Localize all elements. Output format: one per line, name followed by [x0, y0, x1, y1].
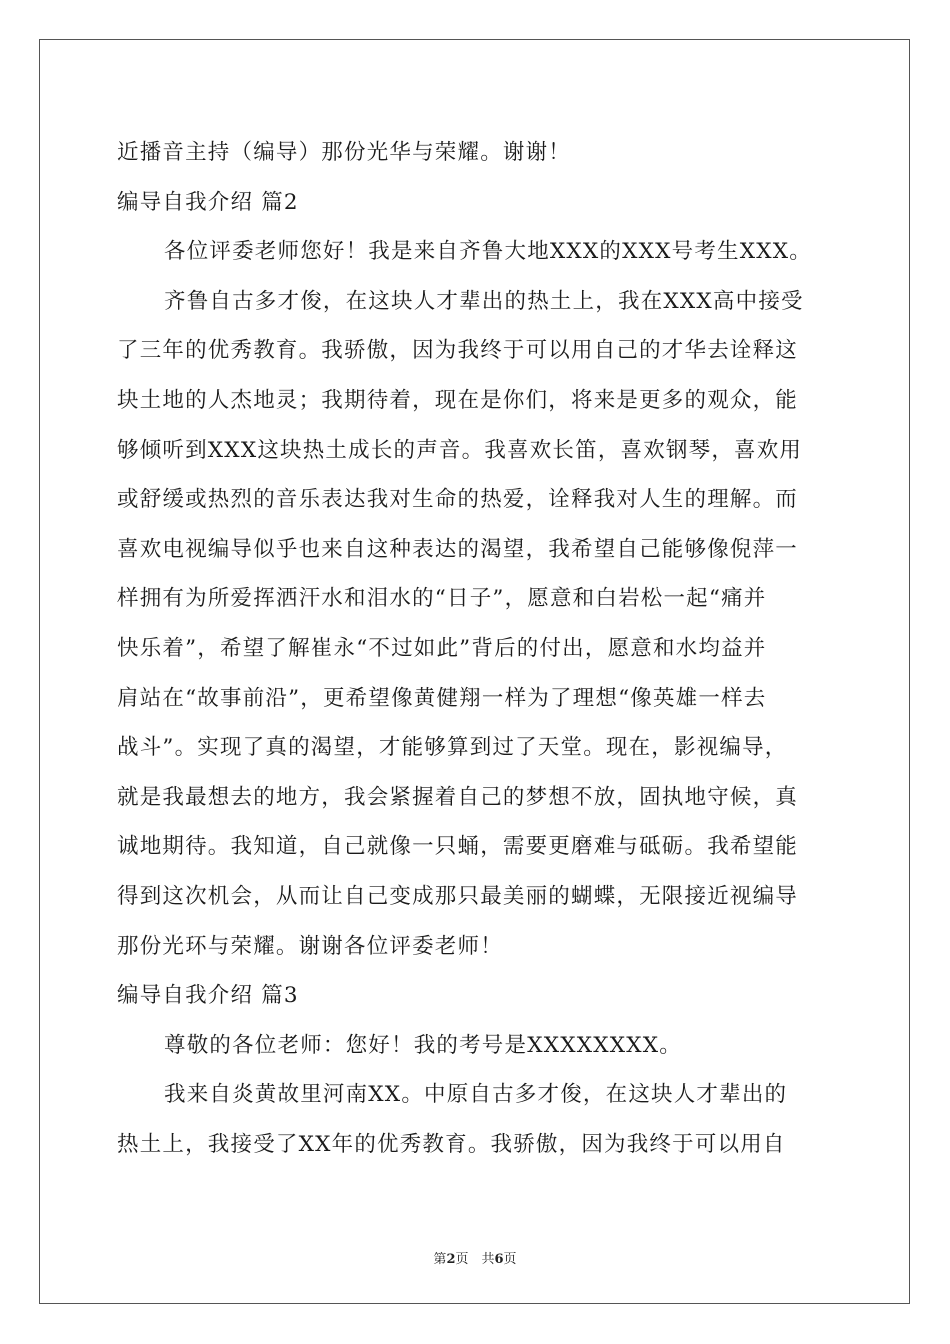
text-line: 热土上，我接受了XX年的优秀教育。我骄傲，因为我终于可以用自: [117, 1131, 786, 1157]
text-line: 块土地的人杰地灵；我期待着，现在是你们，将来是更多的观众，能: [117, 387, 799, 413]
section-heading: 编导自我介绍 篇2: [117, 189, 299, 215]
text-line: 近播音主持（编导）那份光华与荣耀。谢谢！: [117, 140, 572, 165]
text-line: 那份光环与荣耀。谢谢各位评委老师！: [117, 933, 503, 959]
current-page-number: 2: [446, 1252, 456, 1267]
text-line: 各位评委老师您好！我是来自齐鲁大地XXX的XXX号考生XXX。: [164, 239, 812, 265]
text-line: 我来自炎黄故里河南XX。中原自古多才俊，在这块人才辈出的: [164, 1082, 788, 1108]
section-heading: 编导自我介绍 篇3: [117, 983, 299, 1009]
text-line: 了三年的优秀教育。我骄傲，因为我终于可以用自己的才华去诠释这: [117, 338, 799, 364]
text-line: 齐鲁自古多才俊，在这块人才辈出的热土上，我在XXX高中接受: [164, 288, 804, 314]
page-mid: 页 共: [455, 1252, 495, 1267]
text-line: 够倾听到XXX这块热土成长的声音。我喜欢长笛，喜欢钢琴，喜欢用: [117, 437, 803, 463]
text-line: 尊敬的各位老师：您好！我的考号是XXXXXXXX。: [164, 1032, 682, 1058]
text-line: 得到这次机会，从而让自己变成那只最美丽的蝴蝶，无限接近视编导: [117, 883, 799, 909]
text-line: 喜欢电视编导似乎也来自这种表达的渴望，我希望自己能够像倪萍一: [117, 536, 799, 562]
document-body: [117, 128, 833, 1169]
text-line: 或舒缓或热烈的音乐表达我对生命的热爱，诠释我对人生的理解。而: [117, 487, 799, 513]
page-footer: [0, 1248, 950, 1267]
text-line: 快乐着”，希望了解崔永“不过如此”背后的付出，愿意和水均益并: [117, 635, 767, 661]
total-page-number: 6: [494, 1252, 504, 1267]
text-line: 战斗”。实现了真的渴望，才能够算到过了天堂。现在，影视编导，: [117, 735, 788, 761]
text-line: 样拥有为所爱挥洒汗水和泪水的“日子”，愿意和白岩松一起“痛并: [117, 586, 767, 612]
page-suffix: 页: [503, 1252, 517, 1267]
text-line: 肩站在“故事前沿”，更希望像黄健翔一样为了理想“像英雄一样去: [117, 685, 767, 711]
page-prefix: 第: [433, 1252, 447, 1267]
text-line: 就是我最想去的地方，我会紧握着自己的梦想不放，固执地守候，真: [117, 784, 799, 810]
text-line: 诚地期待。我知道，自己就像一只蛹，需要更磨难与砥砺。我希望能: [117, 834, 799, 860]
